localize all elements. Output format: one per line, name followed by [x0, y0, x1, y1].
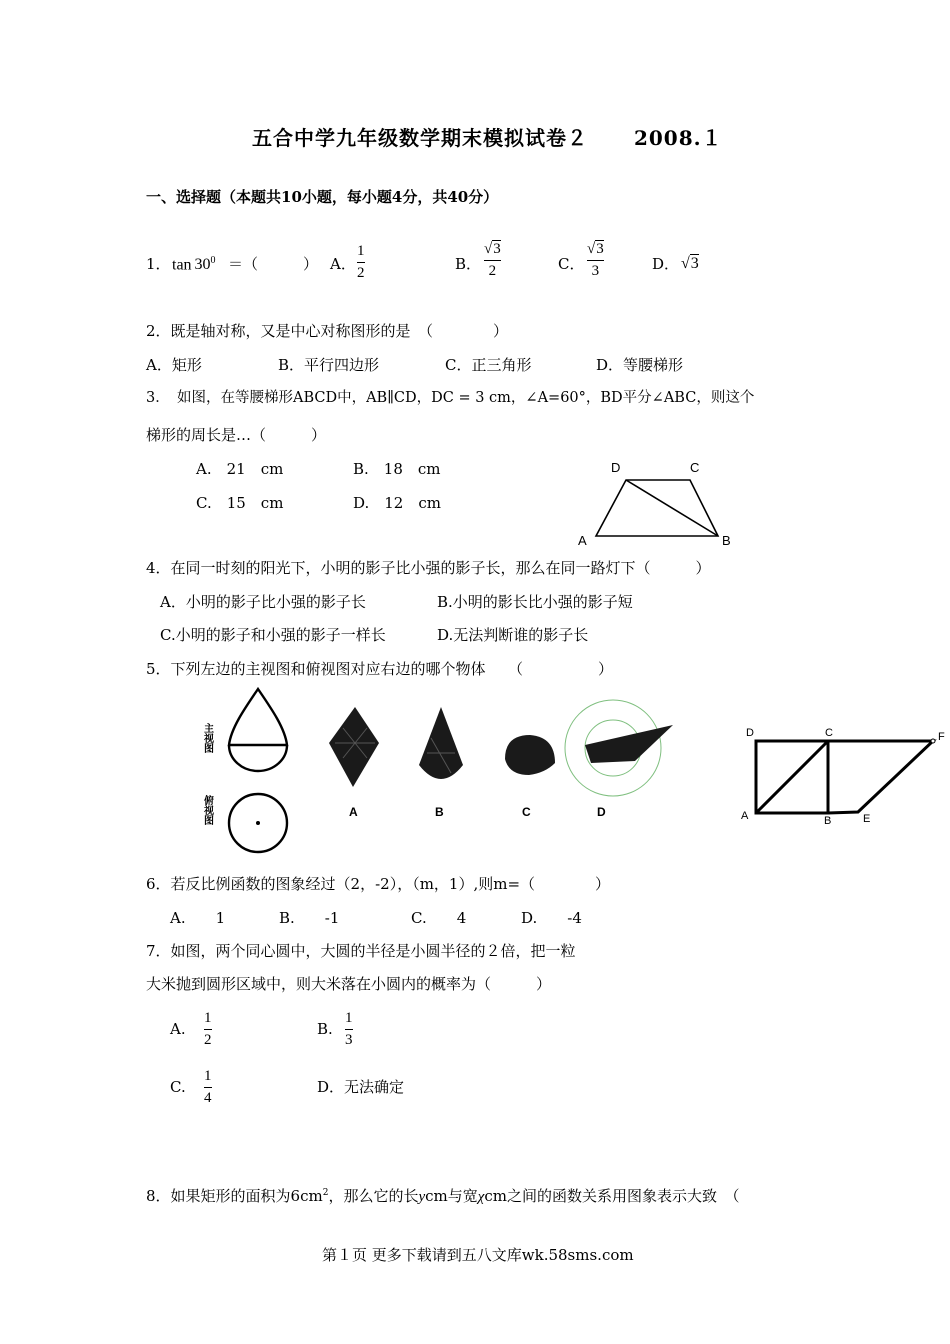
q8-superscript: 2 [322, 1188, 329, 1198]
q1-number: 1． [146, 255, 171, 273]
label-c: C [825, 727, 833, 739]
q7-c-denominator: 4 [204, 1089, 212, 1106]
q8-text-b: ，那么它的长 [328, 1187, 419, 1205]
q8-var-x: χ [477, 1189, 485, 1205]
q1-c-numerator: √3 [587, 241, 604, 257]
label-f: F [938, 731, 945, 743]
point-f [931, 739, 935, 743]
q1-option-b-label: B． [455, 255, 482, 273]
q7-option-c-fraction [204, 1068, 212, 1106]
label-b: B [824, 815, 832, 827]
q4-option-d: D.无法判断谁的影子长 [437, 626, 589, 644]
q7-b-denominator: 3 [345, 1031, 353, 1048]
q1-expression [172, 255, 216, 275]
q3-option-b: B. 18 cm [353, 460, 441, 478]
q7-option-c-label: C. [170, 1078, 186, 1096]
option-a-solid [329, 707, 379, 787]
option-b-solid [419, 707, 463, 779]
q1-b-numerator: √3 [484, 241, 501, 257]
q4-stem: 4．在同一时刻的阳光下，小明的影子比小强的影子长，那么在同一路灯下（ ） [146, 559, 711, 577]
q6-option-d: D. -4 [521, 909, 582, 927]
q2-stem: 2．既是轴对称，又是中心对称图形的是 （ ） [146, 322, 509, 340]
top-view-center [256, 821, 260, 825]
q7-b-numerator: 1 [345, 1010, 353, 1026]
q7-option-b-label: B. [317, 1020, 333, 1038]
q1-c-denominator: 3 [591, 262, 600, 279]
q8-text-a: 8．如果矩形的面积为6cm [146, 1187, 323, 1205]
q6-option-c: C. 4 [411, 909, 467, 927]
q7-option-b-fraction [345, 1010, 353, 1048]
q1-degree: 0 [210, 255, 216, 266]
q1-blank: ＝（ ） [228, 255, 319, 273]
q3-stem-line2: 梯形的周长是…（ ） [146, 426, 327, 444]
q1-tan: tan [172, 256, 192, 274]
q5-views-figure [195, 683, 675, 858]
q8-var-y: y [418, 1189, 426, 1205]
q2-option-d: D．等腰梯形 [596, 356, 684, 374]
option-b-label: B [435, 805, 444, 819]
page-title [252, 126, 723, 150]
q3-option-c: C. 15 cm [196, 494, 284, 512]
q1-a-numerator: 1 [357, 243, 365, 259]
q3-option-d: D. 12 cm [353, 494, 441, 512]
q1-option-c-fraction [587, 241, 604, 279]
q7-option-a-label: A. [170, 1020, 186, 1038]
q6-option-b: B. -1 [279, 909, 340, 927]
q6-option-a: A. 1 [170, 909, 226, 927]
trapezoid-shape [596, 480, 718, 536]
label-b: B [722, 533, 731, 548]
q7-c-numerator: 1 [204, 1068, 212, 1084]
q1-a-denominator: 2 [357, 264, 365, 281]
q1-angle: 30 [194, 256, 211, 274]
q1-option-c-label: C． [558, 255, 585, 273]
q1-option-d-label: D． [652, 255, 680, 273]
label-c: C [690, 460, 700, 475]
q1-option-a-fraction [357, 243, 365, 281]
q8-text-d: cm之间的函数关系用图象表示大致 （ [484, 1187, 740, 1205]
q4-option-b: B.小明的影长比小强的影子短 [437, 593, 633, 611]
diagonal-ac [756, 741, 828, 813]
label-a: A [578, 533, 587, 548]
q7-stem-line1: 7．如图，两个同心圆中，大圆的半径是小圆半径的２倍，把一粒 [146, 942, 576, 960]
q2-option-b: B．平行四边形 [278, 356, 380, 374]
q1-option-a-label: A． [330, 255, 356, 273]
q7-stem-line2: 大米抛到圆形区域中，则大米落在小圆内的概率为（ ） [146, 975, 552, 993]
q7-option-d: D．无法确定 [317, 1078, 405, 1096]
option-c-solid [505, 735, 555, 775]
q6-stem: 6．若反比例函数的图象经过（2，-2），（m，1）,则m=（ ） [146, 875, 611, 893]
front-view-shape [229, 689, 287, 745]
q7-a-denominator: 2 [204, 1031, 212, 1048]
label-e: E [863, 813, 871, 825]
label-d: D [611, 460, 621, 475]
q7-a-numerator: 1 [204, 1010, 212, 1026]
option-d-label: D [597, 805, 606, 819]
parallelogram-figure [738, 723, 950, 828]
top-view-label: 俯视图 [201, 795, 213, 825]
front-view-label: 主视图 [201, 723, 213, 753]
label-d: D [746, 727, 754, 739]
q3-option-a: A. 21 cm [196, 460, 284, 478]
q1-option-d-value: √3 [681, 255, 699, 272]
title-text: 五合中学九年级数学期末模拟试卷２ [252, 126, 588, 150]
option-a-label: A [349, 805, 358, 819]
q4-option-c: C.小明的影子和小强的影子一样长 [160, 626, 386, 644]
q2-option-c: C．正三角形 [445, 356, 532, 374]
parallelogram-cfeb [828, 741, 933, 813]
section-heading: 一、选择题（本题共10小题，每小题4分，共40分） [146, 188, 499, 206]
label-a: A [741, 810, 749, 822]
q8-stem [146, 1187, 740, 1206]
option-c-label: C [522, 805, 531, 819]
q3-stem-line1: 3． 如图，在等腰梯形ABCD中，AB∥CD，DC = 3 cm，∠A=60°，BD平分∠ABC，则这个 [146, 390, 755, 406]
title-date: 2008.１ [633, 126, 723, 150]
q5-stem: 5．下列左边的主视图和俯视图对应右边的哪个物体 （ ） [146, 660, 614, 678]
page-footer: 第１页 更多下载请到五八文库wk.58sms.com [322, 1246, 634, 1264]
q1-option-b-fraction [484, 241, 501, 279]
front-view-bottom-arc [229, 745, 287, 771]
q4-option-a: A．小明的影子比小强的影子长 [160, 593, 366, 611]
q2-option-a: A．矩形 [146, 356, 202, 374]
q8-text-c: cm与宽 [425, 1187, 478, 1205]
q3-trapezoid-figure [570, 455, 750, 550]
q1-b-denominator: 2 [488, 262, 497, 279]
q7-option-a-fraction [204, 1010, 212, 1048]
